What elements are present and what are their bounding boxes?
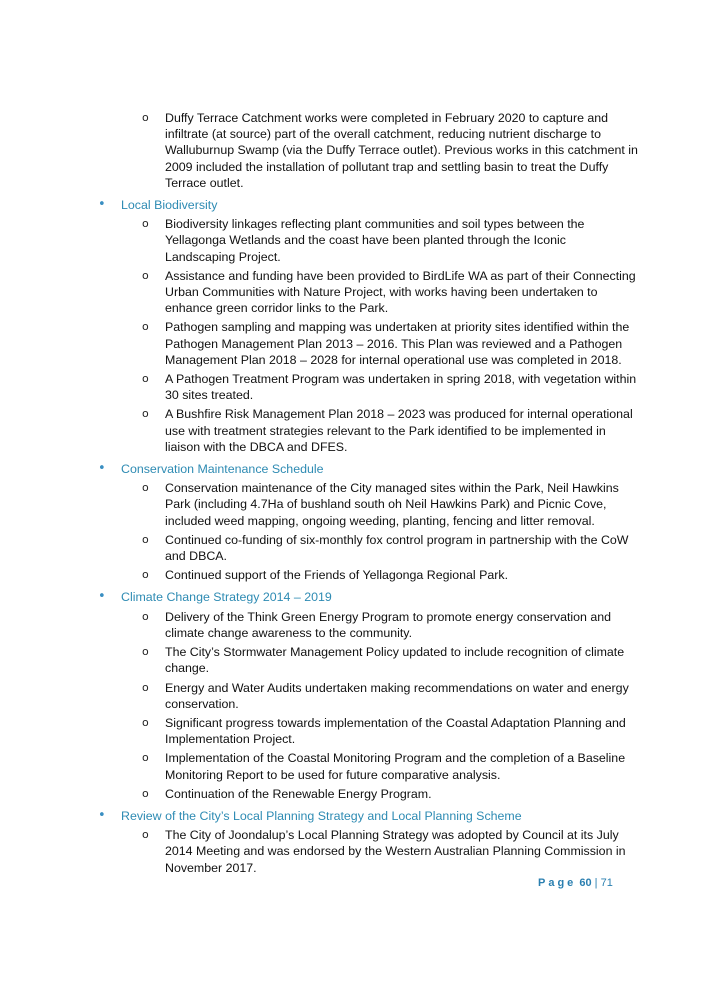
- list-item-text: A Pathogen Treatment Program was undertaken in spring 2018, with vegetation within 30 sites treated.: [165, 372, 637, 403]
- page-separator: |: [594, 877, 598, 889]
- section-list: [98, 480, 638, 583]
- circle-bullet-icon: o: [142, 407, 149, 421]
- list-item-text: Delivery of the Think Green Energy Program to promote energy conservation and climate change awareness to the community.: [165, 609, 612, 640]
- list-item: [98, 216, 638, 265]
- page-footer: [538, 877, 613, 889]
- list-item-text: Duffy Terrace Catchment works were completed in February 2020 to capture and infiltrate (at source) part of the overall catchment, reducing nutrient discharge to Walluburnup Swamp (via the Duffy Terrace outlet). Previous works in this catchment in 2009 included the installation of pollutant trap and settling basin to treat the Duffy Terrace outlet.: [165, 111, 638, 190]
- circle-bullet-icon: o: [142, 481, 149, 495]
- total-pages: 71: [600, 877, 613, 889]
- circle-bullet-icon: o: [142, 751, 149, 765]
- list-item-text: Energy and Water Audits undertaken making recommendations on water and energy conservation.: [165, 680, 629, 711]
- list-item: [98, 480, 638, 529]
- list-item: [98, 786, 638, 802]
- circle-bullet-icon: o: [142, 715, 149, 729]
- section-heading: [98, 808, 638, 824]
- circle-bullet-icon: o: [142, 268, 149, 282]
- circle-bullet-icon: o: [142, 532, 149, 546]
- list-item-text: Biodiversity linkages reflecting plant communities and soil types between the Yellagonga Wetlands and the coast have been planted through the Iconic Landscaping Project.: [165, 217, 585, 264]
- page-content: [98, 110, 638, 879]
- page-label: Page: [538, 877, 577, 889]
- circle-bullet-icon: o: [142, 320, 149, 334]
- section-heading: [98, 197, 638, 213]
- bullet-icon: •: [98, 807, 106, 823]
- list-item-text: Pathogen sampling and mapping was undertaken at priority sites identified within the Pathogen Management Plan 2013 – 2016. This Plan was reviewed and a Pathogen Management Plan 2018 – 2028 for internal operational use was completed in 2018.: [165, 320, 630, 367]
- section-heading-text: Conservation Maintenance Schedule: [121, 462, 324, 477]
- page-number: 60: [579, 877, 592, 889]
- section-heading-text: Local Biodiversity: [121, 198, 218, 213]
- list-item: [98, 406, 638, 455]
- list-item-text: Significant progress towards implementation of the Coastal Adaptation Planning and Implementation Project.: [165, 715, 626, 747]
- circle-bullet-icon: o: [142, 568, 149, 582]
- circle-bullet-icon: o: [142, 680, 149, 694]
- circle-bullet-icon: o: [142, 609, 149, 623]
- list-item-text: Implementation of the Coastal Monitoring Program and the completion of a Baseline Monitoring Report to be used for future comparative analysis.: [165, 751, 626, 782]
- list-item-text: Continued support of the Friends of Yellagonga Regional Park.: [165, 568, 509, 583]
- list-item-text: The City of Joondalup’s Local Planning Strategy was adopted by Council at its July 2014 Meeting and was endorsed by the Western Australian Planning Commission in November 2017.: [165, 828, 626, 875]
- list-item: [98, 532, 638, 564]
- section-climate-change-strategy: [98, 589, 638, 801]
- list-item: [98, 371, 638, 403]
- section-list: [98, 827, 638, 876]
- list-item-text: Assistance and funding have been provided to BirdLife WA as part of their Connecting Urban Communities with Nature Project, with works having been undertaken to enhance green corridor links to the Park.: [165, 268, 636, 316]
- list-item: [98, 319, 638, 368]
- list-item: [98, 268, 638, 317]
- circle-bullet-icon: o: [142, 786, 149, 800]
- list-item-text: Continuation of the Renewable Energy Program.: [165, 786, 432, 801]
- list-item: [98, 110, 638, 191]
- list-item: [98, 609, 638, 641]
- circle-bullet-icon: o: [142, 217, 149, 231]
- section-local-planning-review: [98, 808, 638, 876]
- circle-bullet-icon: o: [142, 111, 149, 124]
- section-heading-text: Climate Change Strategy 2014 – 2019: [121, 590, 332, 605]
- circle-bullet-icon: o: [142, 372, 149, 386]
- section-list: [98, 216, 638, 455]
- list-item-text: Conservation maintenance of the City managed sites within the Park, Neil Hawkins Park (including 4.7Ha of bushland south oh Neil Hawkins Park) and Picnic Cove, included weed mapping, ongoing weeding, planting, fencing and litter removal.: [165, 481, 619, 528]
- section-local-biodiversity: [98, 197, 638, 455]
- circle-bullet-icon: o: [142, 645, 149, 659]
- bullet-icon: •: [98, 197, 106, 213]
- section-heading: [98, 589, 638, 605]
- list-item-text: The City’s Stormwater Management Policy updated to include recognition of climate change.: [165, 645, 625, 676]
- section-heading: [98, 461, 638, 477]
- section-list: [98, 609, 638, 802]
- circle-bullet-icon: o: [142, 828, 149, 842]
- list-item-text: A Bushfire Risk Management Plan 2018 – 2023 was produced for internal operational use with treatment strategies relevant to the Park identified to be implemented in liaison with the DBCA and DFES.: [165, 407, 633, 454]
- bullet-icon: •: [98, 461, 106, 477]
- list-item: [98, 715, 638, 747]
- section-conservation-maintenance: [98, 461, 638, 583]
- list-item: [98, 567, 638, 583]
- bullet-icon: •: [98, 589, 106, 605]
- intro-list: [98, 110, 638, 191]
- list-item: [98, 644, 638, 676]
- list-item: [98, 827, 638, 876]
- list-item: [98, 750, 638, 782]
- list-item-text: Continued co-funding of six-monthly fox control program in partnership with the CoW and DBCA.: [165, 532, 629, 564]
- list-item: [98, 680, 638, 712]
- section-heading-text: Review of the City’s Local Planning Strategy and Local Planning Scheme: [121, 808, 522, 823]
